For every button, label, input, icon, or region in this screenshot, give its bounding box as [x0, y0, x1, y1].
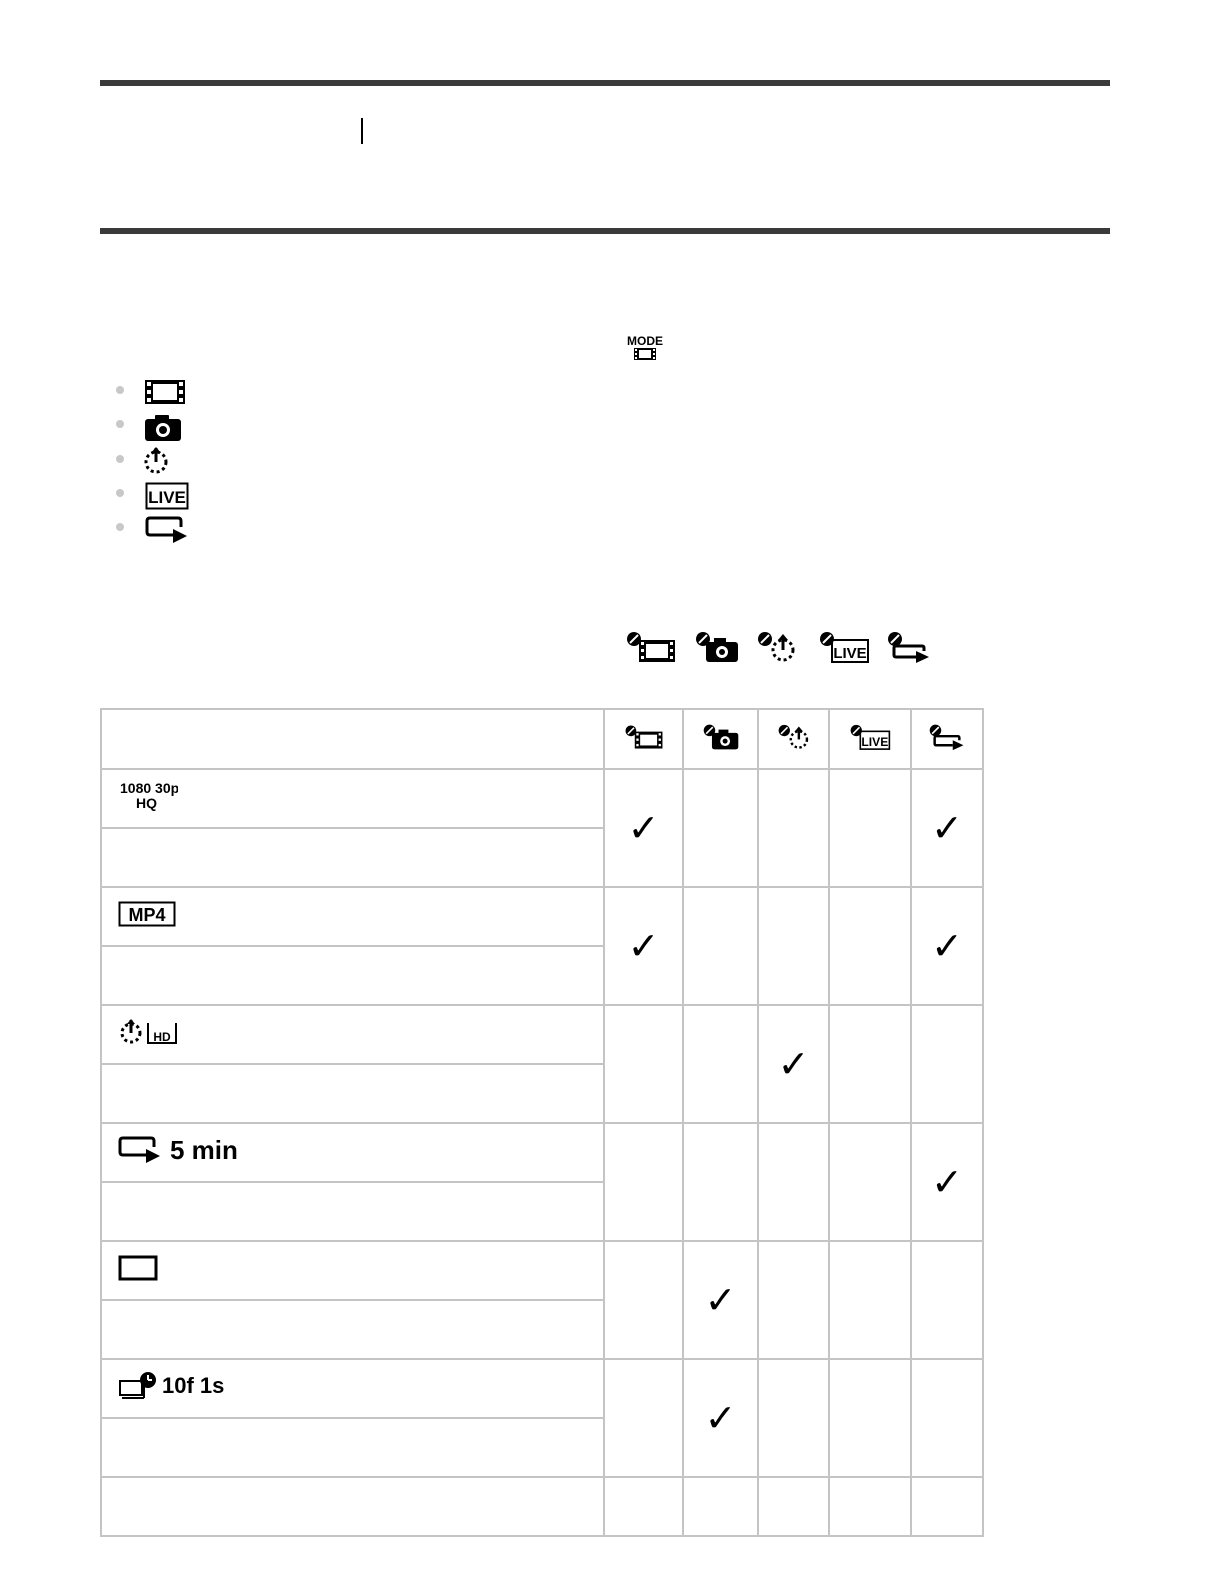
- check-cell: [683, 1477, 758, 1536]
- check-cell: [604, 887, 683, 1005]
- movie-setting-icon: [625, 630, 677, 664]
- check-cell: [829, 887, 911, 1005]
- burst-text: 10f 1s: [162, 1373, 225, 1398]
- live-setting-text: LIVE: [833, 645, 867, 662]
- check-cell: [758, 1123, 829, 1241]
- check-mark: ✓: [777, 1042, 810, 1086]
- live-icon: [145, 482, 189, 510]
- live-icon-text: LIVE: [148, 488, 186, 507]
- loop-time-text: 5 min: [170, 1134, 238, 1165]
- check-mark: ✓: [931, 924, 963, 968]
- check-mark: ✓: [704, 1396, 737, 1440]
- check-cell: [829, 1005, 911, 1123]
- row-label-single-shot: [101, 1241, 604, 1300]
- table-row: [101, 887, 983, 946]
- mp4-format-icon: [118, 900, 176, 928]
- check-cell: [604, 1359, 683, 1477]
- check-cell: [911, 1477, 983, 1536]
- table-row: [101, 769, 983, 828]
- live-setting-icon: [849, 723, 891, 751]
- check-cell: [911, 1123, 983, 1241]
- check-cell: [911, 1005, 983, 1123]
- check-mark: ✓: [627, 924, 660, 968]
- list-bullet: [116, 420, 124, 428]
- live-setting-icon: [818, 630, 870, 664]
- check-cell: [758, 887, 829, 1005]
- table-row: [101, 1359, 983, 1418]
- image-quality-bottom: HQ: [136, 795, 157, 811]
- check-cell: [829, 769, 911, 887]
- check-cell: [604, 1477, 683, 1536]
- table-row: [101, 1005, 983, 1064]
- check-cell: [911, 1241, 983, 1359]
- check-cell: [683, 887, 758, 1005]
- movie-setting-icon: [624, 723, 664, 751]
- check-cell: [758, 769, 829, 887]
- check-mark: ✓: [931, 806, 963, 850]
- table-row: [101, 1123, 983, 1182]
- loop-setting-icon: [928, 723, 966, 751]
- row-description: [101, 1300, 604, 1359]
- single-shot-icon: [118, 1254, 158, 1282]
- table-row: [101, 1477, 983, 1536]
- photo-icon: [145, 413, 181, 443]
- mode-icon-text: MODE: [627, 334, 663, 348]
- check-cell: [604, 1241, 683, 1359]
- mode-movie-icon: [625, 333, 665, 363]
- check-mark: ✓: [931, 1160, 963, 1204]
- row-label-partial: [101, 1477, 604, 1536]
- interval-icon: [143, 447, 169, 475]
- table-header-row: [101, 709, 983, 769]
- loop-time-label: [118, 1135, 238, 1166]
- check-cell: [758, 1241, 829, 1359]
- column-header-movie: [604, 709, 683, 769]
- title-rule: [100, 228, 1110, 234]
- check-cell: [829, 1123, 911, 1241]
- list-bullet: [116, 523, 124, 531]
- check-cell: [683, 1005, 758, 1123]
- check-cell: [604, 769, 683, 887]
- row-description: [101, 1418, 604, 1477]
- row-label-burst: [101, 1359, 604, 1418]
- image-quality-icon: [118, 779, 178, 813]
- loop-setting-icon: [886, 630, 932, 664]
- movie-icon: [145, 378, 185, 406]
- loop-time-icon: [118, 1135, 162, 1165]
- interval-image-size-icon: [118, 1017, 180, 1047]
- check-mark: ✓: [627, 806, 660, 850]
- interval-setting-icon: [777, 723, 811, 751]
- burst-shooting-icon: [118, 1371, 158, 1401]
- check-mark: ✓: [704, 1278, 737, 1322]
- list-bullet: [116, 489, 124, 497]
- settings-compatibility-table: [100, 708, 984, 1537]
- check-cell: [683, 769, 758, 887]
- table-header-blank: [101, 709, 604, 769]
- check-cell: [911, 887, 983, 1005]
- check-cell: [683, 1359, 758, 1477]
- row-description: [101, 1064, 604, 1123]
- check-cell: [758, 1477, 829, 1536]
- check-cell: [829, 1477, 911, 1536]
- check-cell: [911, 1359, 983, 1477]
- photo-setting-icon: [702, 723, 740, 751]
- image-quality-top: 1080 30p: [120, 780, 178, 796]
- column-header-live: [829, 709, 911, 769]
- mp4-text: MP4: [128, 905, 166, 925]
- check-cell: [683, 1241, 758, 1359]
- hd-text: HD: [153, 1030, 171, 1044]
- check-cell: [829, 1359, 911, 1477]
- photo-setting-icon: [694, 630, 740, 664]
- check-cell: [758, 1359, 829, 1477]
- row-label-mp4: [101, 887, 604, 946]
- column-header-loop: [911, 709, 983, 769]
- column-header-photo: [683, 709, 758, 769]
- check-cell: [604, 1005, 683, 1123]
- column-header-interval: [758, 709, 829, 769]
- row-label-image-quality: [101, 769, 604, 828]
- list-bullet: [116, 455, 124, 463]
- check-cell: [911, 769, 983, 887]
- check-cell: [829, 1241, 911, 1359]
- live-column-text: LIVE: [861, 734, 889, 749]
- row-description: [101, 946, 604, 1005]
- row-label-loop-time: [101, 1123, 604, 1182]
- check-cell: [758, 1005, 829, 1123]
- top-rule: [100, 80, 1110, 86]
- burst-label: [118, 1371, 224, 1401]
- interval-setting-icon: [756, 630, 798, 664]
- breadcrumb-separator: [361, 118, 363, 144]
- check-cell: [683, 1123, 758, 1241]
- loop-icon: [145, 515, 189, 545]
- table-row: [101, 1241, 983, 1300]
- row-description: [101, 1182, 604, 1241]
- check-cell: [604, 1123, 683, 1241]
- list-bullet: [116, 386, 124, 394]
- row-label-interval-size: [101, 1005, 604, 1064]
- row-description: [101, 828, 604, 887]
